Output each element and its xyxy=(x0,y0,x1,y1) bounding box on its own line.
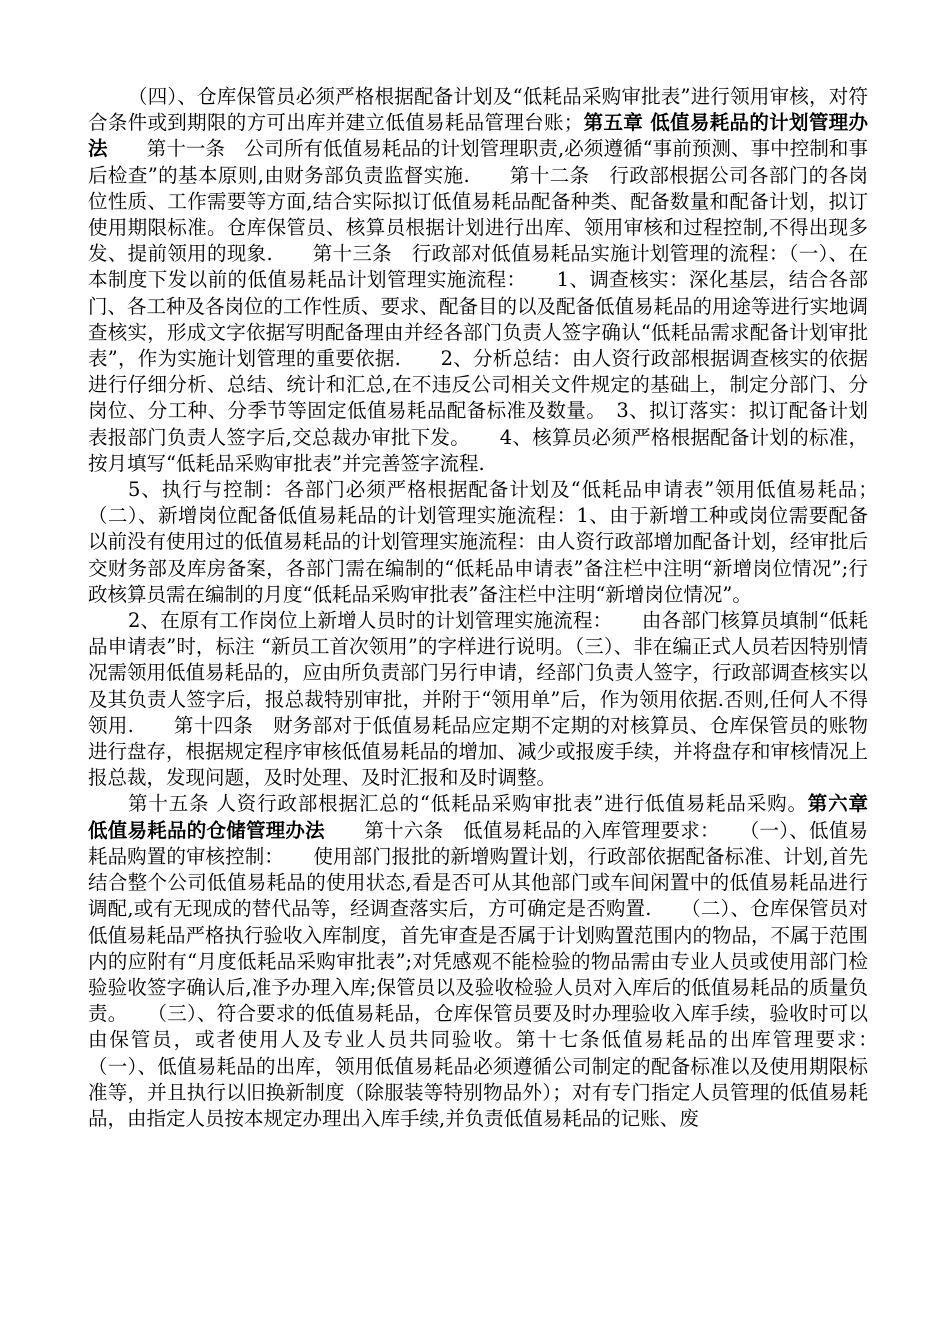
paragraph-2 xyxy=(88,477,908,608)
text-run: 5、执行与控制：各部门必须严格根据配备计划及“低耗品申请表”领用低值易耗品； （二）、新增岗位配备低值易耗品的计划管理实施流程：1、由于新增工种或岗位需要配备以前没有使用过的低值易耗品的计划管理实施流程：由人资行政部增加配备计划，经审批后交财务部及库房备案，各部门需在编制的“低耗品申请表”备注栏中注明“新增岗位情况”;行政核算员需在编制的月度“低耗品采购审批表”备注栏中注明“新增岗位情况”。 xyxy=(88,478,908,606)
text-run: 第十五条 人资行政部根据汇总的“低耗品采购审批表”进行低值易耗品采购。 xyxy=(128,792,808,816)
chapter-heading: 第六章 低值易耗品的仓储管理办法 xyxy=(88,792,888,842)
text-run: 第十一条 公司所有低值易耗品的计划管理职责,必须遵循“事前预测、事中控制和事后检查”的基本原则,由财务部负责监督实施. 第十二条 行政部根据公司各部门的各岗位性质、工作需要等方面,结合实际拟订低值易耗品配备种类、配备数量和配备计划，拟订使用期限标准。仓库保管员、核算员根据计划进行出库、领用审核和过程控制,不得出现多发、提前领用的现象. 第十三条 行政部对低值易耗品实施计划管理的流程：（一）、在本制度下发以前的低值易耗品计划管理实施流程： 1、调查核实：深化基层，结合各部门、各工种及各岗位的工作性质、要求、配备目的以及配备低值易耗品的用途等进行实地调查核实，形成文字依据写明配备理由并经各部门负责人签字确认“低耗品需求配备计划审批表”，作为实施计划管理的重要依据. 2、分析总结：由人资行政部根据调查核实的依据进行仔细分析、总结、统计和汇总,在不违反公司相关文件规定的基础上，制定分部门、分岗位、分工种、分季节等固定低值易耗品配备标准及数量。 3、拟订落实：拟订配备计划表报部门负责人签字后,交总裁办审批下发。 4、核算员必须严格根据配备计划的标准，按月填写“低耗品采购审批表”并完善签字流程. xyxy=(88,137,869,475)
text-run: 2、在原有工作岗位上新增人员时的计划管理实施流程： 由各部门核算员填制“低耗品申请表”时，标注 “新员工首次领用”的字样进行说明。（三）、非在编正式人员若因特别情况需领用低值易耗品的，应由所负责部门另行申请，经部门负责人签字，行政部调查核实以及其负责人签字后，报总裁特别审批，并附于“领用单”后，作为领用依据.否则,任何人不得领用. 第十四条 财务部对于低值易耗品应定期不定期的对核算员、仓库保管员的账物进行盘存，根据规定程序审核低值易耗品的增加、减少或报废手续，并将盘存和审核情况上报总裁，发现问题，及时处理、及时汇报和及时调整。 xyxy=(88,609,869,790)
paragraph-1 xyxy=(88,84,868,477)
document-page xyxy=(88,84,908,1132)
chapter-heading: 第五章 低值易耗品的计划管理办法 xyxy=(88,111,868,161)
paragraph-4 xyxy=(88,791,908,1132)
text-run: 第十六条 低值易耗品的入库管理要求： （一）、低值易耗品购置的审核控制： 使用部门报批的新增购置计划，行政部依据配备标准、计划,首先结合整个公司低值易耗品的使用状态,看是否可从其他部门或车间闲置中的低值易耗品进行调配,或有无现成的替代品等，经调查落实后，方可确定是否购置. （二）、仓库保管员对低值易耗品严格执行验收入库制度，首先审查是否属于计划购置范围内的物品，不属于范围内的应附有“月度低耗品采购审批表”;对凭感观不能检验的物品需由专业人员或使用部门检验验收签字确认后,准予办理入库;保管员以及验收检验人员对入库后的低值易耗品的质量负责。 （三）、符合要求的低值易耗品，仓库保管员要及时办理验收入库手续，验收时可以由保管员，或者使用人及专业人员共同验收。第十七条低值易耗品的出库管理要求： （一）、低值易耗品的出库，领用低值易耗品必须遵循公司制定的配备标准以及使用期限标准等，并且执行以旧换新制度（除服装等特别物品外）；对有专门指定人员管理的低值易耗品，由指定人员按本规定办理出入库手续,并负责低值易耗品的记账、废 xyxy=(88,818,908,1130)
text-run: （四）、仓库保管员必须严格根据配备计划及“低耗品采购审批表”进行领用审核，对符合条件或到期限的方可出库并建立低值易耗品管理台账； xyxy=(88,85,868,135)
paragraph-3 xyxy=(88,608,868,791)
